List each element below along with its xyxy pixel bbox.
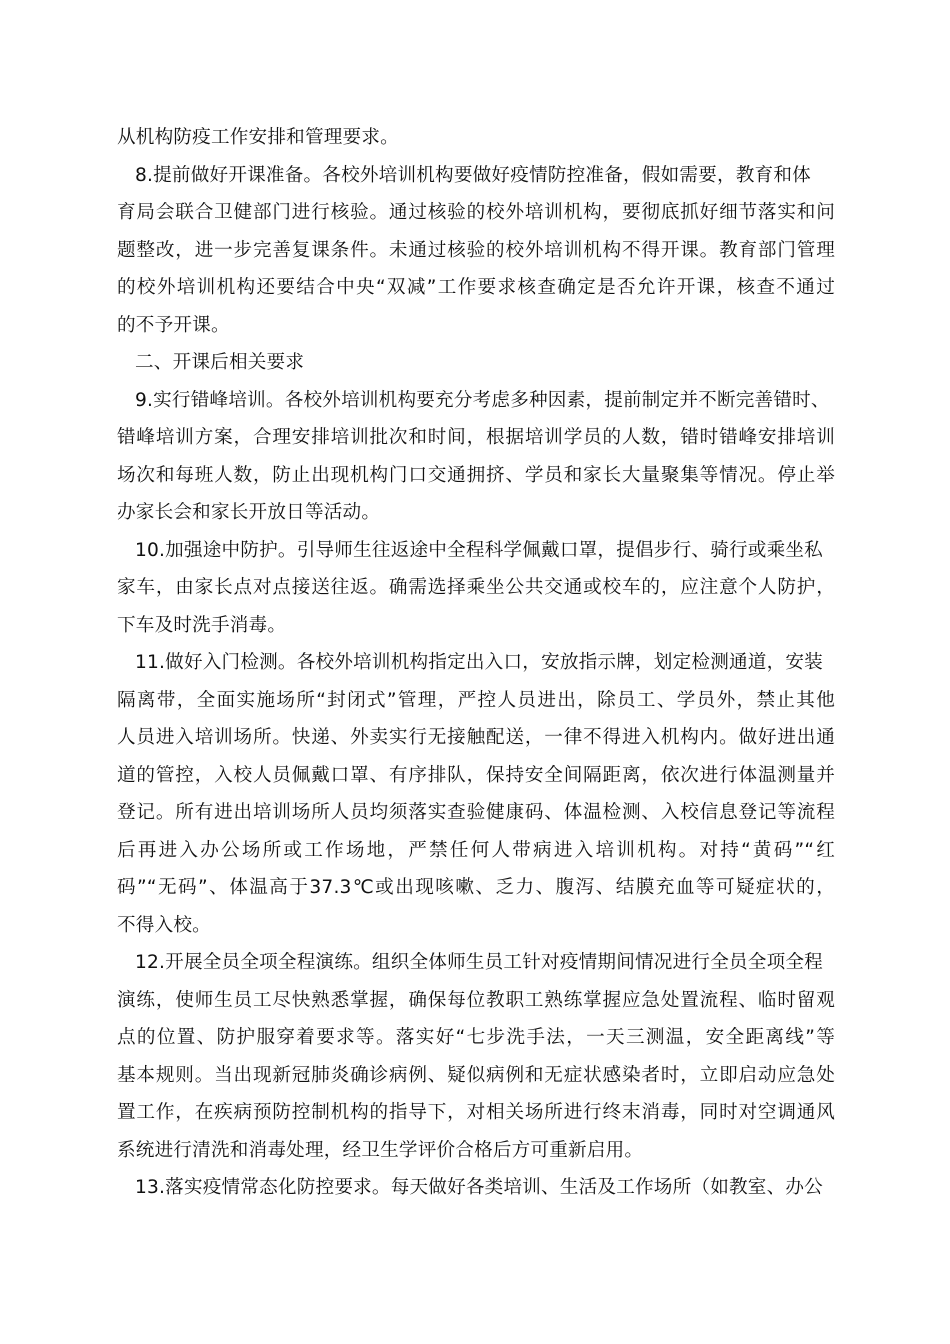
- text-line: 不得入校。: [117, 915, 211, 936]
- text-line: 场次和每班人数，防止出现机构门口交通拥挤、学员和家长大量聚集等情况。停止举: [117, 465, 835, 486]
- paragraph-9-start: 9.实行错峰培训。各校外培训机构要充分考虑多种因素，提前制定并不断完善错时、: [135, 390, 830, 411]
- text-line: 办家长会和家长开放日等活动。: [117, 502, 381, 523]
- text-line: 错峰培训方案，合理安排培训批次和时间，根据培训学员的人数，错时错峰安排培训: [117, 427, 835, 448]
- text-line: 家车，由家长点对点接送往返。确需选择乘坐公共交通或校车的，应注意个人防护，: [117, 577, 835, 598]
- paragraph-8-start: 8.提前做好开课准备。各校外培训机构要做好疫情防控准备，假如需要，教育和体: [135, 165, 811, 186]
- text-line: 登记。所有进出培训场所人员均须落实查验健康码、体温检测、入校信息登记等流程: [117, 802, 835, 823]
- text-line: 的不予开课。: [117, 315, 230, 336]
- text-line: 点的位置、防护服穿着要求等。落实好“七步洗手法，一天三测温，安全距离线”等: [117, 1027, 835, 1048]
- text-line: 码”“无码”、体温高于37.3℃或出现咳嗽、乏力、腹泻、结膜充血等可疑症状的，: [117, 877, 835, 898]
- text-line: 题整改，进一步完善复课条件。未通过核验的校外培训机构不得开课。教育部门管理: [117, 240, 835, 261]
- text-line: 育局会联合卫健部门进行核验。通过核验的校外培训机构，要彻底抓好细节落实和问: [117, 202, 835, 223]
- paragraph-13-start: 13.落实疫情常态化防控要求。每天做好各类培训、生活及工作场所（如教室、办公: [135, 1177, 823, 1198]
- paragraph-12-start: 12.开展全员全项全程演练。组织全体师生员工针对疫情期间情况进行全员全项全程: [135, 952, 823, 973]
- paragraph-10-start: 10.加强途中防护。引导师生往返途中全程科学佩戴口罩，提倡步行、骑行或乘坐私: [135, 540, 823, 561]
- text-line: 后再进入办公场所或工作场地，严禁任何人带病进入培训机构。对持“黄码”“红: [117, 840, 835, 861]
- text-line: 下车及时洗手消毒。: [117, 615, 287, 636]
- paragraph-11-start: 11.做好入门检测。各校外培训机构指定出入口，安放指示牌，划定检测通道，安装: [135, 652, 823, 673]
- text-line: 的校外培训机构还要结合中央“双减”工作要求核查确定是否允许开课，核查不通过: [117, 277, 835, 298]
- text-line: 人员进入培训场所。快递、外卖实行无接触配送，一律不得进入机构内。做好进出通: [117, 727, 835, 748]
- text-line: 演练，使师生员工尽快熟悉掌握，确保每位教职工熟练掌握应急处置流程、临时留观: [117, 990, 835, 1011]
- text-line: 基本规则。当出现新冠肺炎确诊病例、疑似病例和无症状感染者时，立即启动应急处: [117, 1065, 835, 1086]
- text-line: 置工作，在疾病预防控制机构的指导下，对相关场所进行终末消毒，同时对空调通风: [117, 1102, 835, 1123]
- text-line: 隔离带，全面实施场所“封闭式”管理，严控人员进出，除员工、学员外，禁止其他: [117, 690, 835, 711]
- text-line: 道的管控，入校人员佩戴口罩、有序排队，保持安全间隔距离，依次进行体温测量并: [117, 765, 835, 786]
- section-heading: 二、开课后相关要求: [135, 352, 305, 373]
- text-line: 从机构防疫工作安排和管理要求。: [117, 127, 399, 148]
- text-line: 系统进行清洗和消毒处理，经卫生学评价合格后方可重新启用。: [117, 1140, 644, 1161]
